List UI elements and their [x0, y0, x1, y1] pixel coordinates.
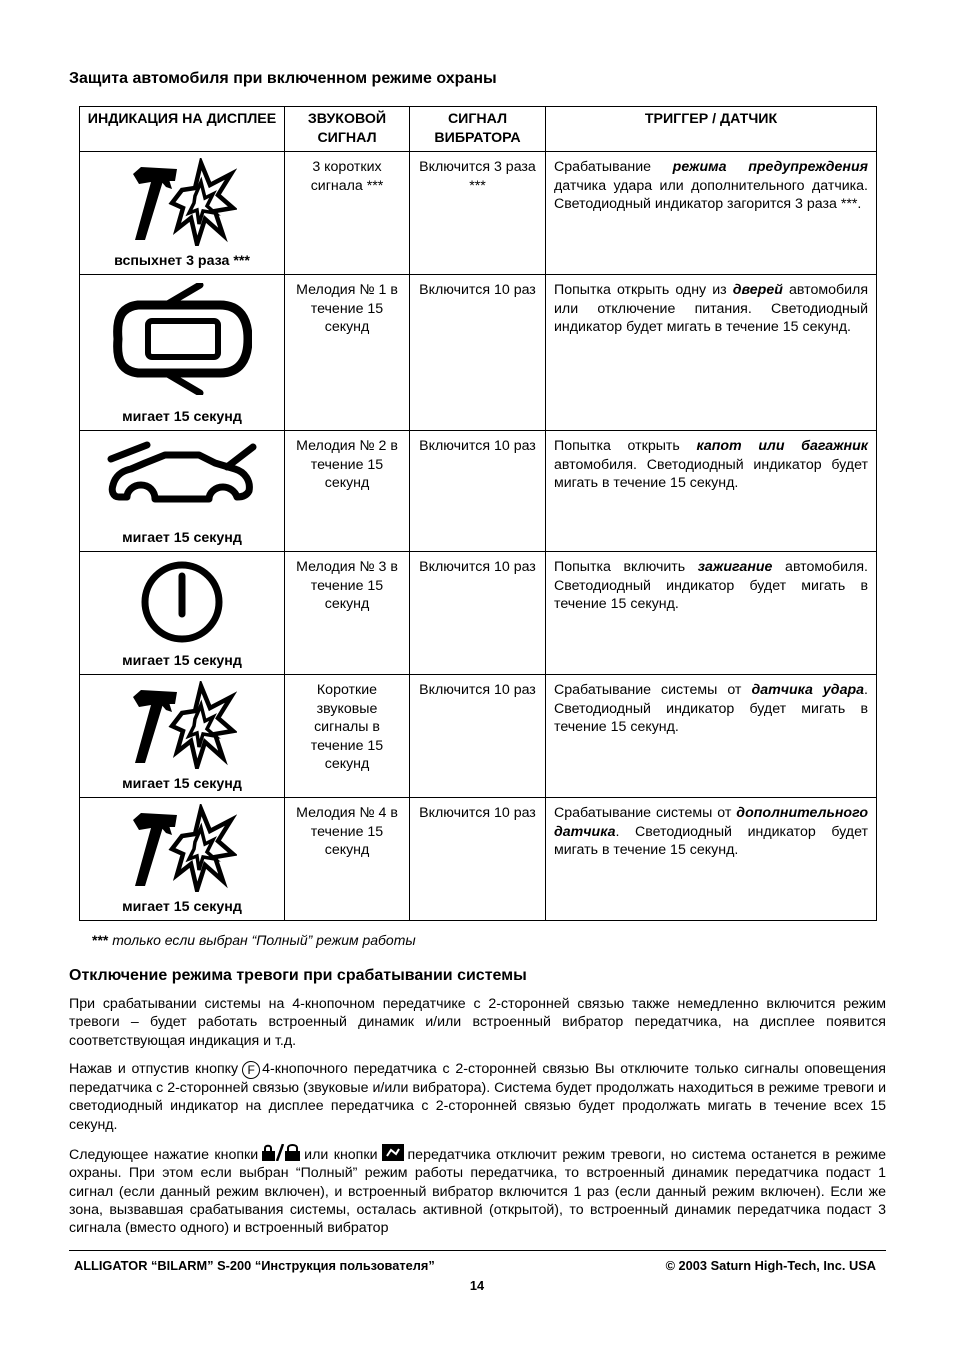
trigger-cell	[546, 675, 877, 798]
shock-sensor-icon	[127, 681, 237, 769]
trigger-text: Срабатывание	[554, 159, 673, 175]
trigger-text: автомобиля. Светодиодный индикатор будет мигать в течение 15 секунд.	[554, 559, 868, 612]
vibro-cell: Включится 3 раза ***	[410, 152, 546, 275]
header-display: ИНДИКАЦИЯ НА ДИСПЛЕЕ	[80, 107, 285, 152]
trigger-cell	[546, 798, 877, 921]
paragraph-alarm-mode: При срабатывании системы на 4-кнопочном передатчике с 2-сторонней связью также немедленно включится режим тревоги – будет работать встроенный динамик и/или встроенный вибратор передатчика, на дисплее появится соответствующая индикация и т.д.	[69, 996, 886, 1049]
paragraph-disarm	[69, 1144, 886, 1237]
table-row	[80, 675, 877, 798]
ignition-icon	[138, 558, 226, 646]
indication-caption: мигает 15 секунд	[122, 899, 242, 915]
trigger-text: Попытка открыть	[554, 438, 697, 454]
shock-sensor-icon	[127, 158, 237, 246]
header-trigger: ТРИГГЕР / ДАТЧИК	[546, 107, 877, 152]
trigger-text: Попытка включить	[554, 559, 698, 575]
indication-caption: мигает 15 секунд	[122, 530, 242, 546]
vibro-cell: Включится 10 раз	[410, 675, 546, 798]
trigger-text: . Светодиодный индикатор будет мигать в течение 15 секунд.	[554, 823, 868, 858]
section-subtitle: Отключение режима тревоги при срабатывании системы	[69, 967, 527, 984]
paragraph-text: Следующее нажатие кнопки	[69, 1147, 259, 1163]
paragraph-text: передатчика отключит режим тревоги, но система останется в режиме охраны. При этом если выбран “Полный” режим работы передатчика, то встроенный динамик передатчика подаст 1 сигнал (если данный режим включен), и встроенный вибратор включится 1 раз (если данный режим включен). Если же зона, вызвавшая срабатывания системы, осталась активной (открытой), то встроенный динамик передатчика подаст 3 сигнала (вместо одного) и встроенный вибратор	[69, 1147, 886, 1237]
trigger-text: . Светодиодный индикатор будет мигать в течение 15 секунд.	[554, 682, 868, 735]
trigger-cell	[546, 431, 877, 552]
footnote-stars: ***	[92, 932, 109, 948]
sound-cell: Мелодия № 1 в течение 15 секунд	[285, 275, 410, 431]
trigger-cell	[546, 552, 877, 675]
sound-cell: 3 коротких сигнала ***	[285, 152, 410, 275]
indication-cell	[80, 675, 285, 798]
sound-cell: Короткие звуковые сигналы в течение 15 секунд	[285, 675, 410, 798]
table-row	[80, 798, 877, 921]
trigger-emphasis: режима предупреждения	[672, 159, 868, 175]
section-title: Защита автомобиля при включенном режиме охраны	[69, 70, 497, 87]
trigger-cell	[546, 275, 877, 431]
indication-cell	[80, 152, 285, 275]
sound-cell: Мелодия № 4 в течение 15 секунд	[285, 798, 410, 921]
footer-right: © 2003 Saturn High-Tech, Inc. USA	[665, 1258, 876, 1273]
trunk-button-icon	[382, 1144, 404, 1161]
car-hood-trunk-icon	[107, 441, 257, 507]
vibro-cell: Включится 10 раз	[410, 552, 546, 675]
indication-caption: мигает 15 секунд	[122, 653, 242, 669]
indication-caption: мигает 15 секунд	[122, 776, 242, 792]
indication-caption: вспыхнет 3 раза ***	[114, 253, 250, 269]
indication-caption: мигает 15 секунд	[122, 409, 242, 425]
table-row	[80, 552, 877, 675]
vibro-cell: Включится 10 раз	[410, 431, 546, 552]
trigger-text: Попытка открыть одну из	[554, 282, 733, 298]
lock-unlock-icon	[262, 1144, 300, 1161]
trigger-emphasis: датчика удара	[751, 682, 865, 698]
footnote	[92, 932, 416, 948]
indication-cell	[80, 431, 285, 552]
vibro-cell: Включится 10 раз	[410, 275, 546, 431]
indication-cell	[80, 798, 285, 921]
table-row	[80, 275, 877, 431]
sound-cell: Мелодия № 2 в течение 15 секунд	[285, 431, 410, 552]
header-sound: ЗВУКОВОЙ СИГНАЛ	[285, 107, 410, 152]
car-doors-icon	[112, 283, 252, 395]
paragraph-text: или кнопки	[304, 1147, 378, 1163]
footer-divider	[69, 1250, 886, 1251]
vibro-cell: Включится 10 раз	[410, 798, 546, 921]
header-vibro: СИГНАЛ ВИБРАТОРА	[410, 107, 546, 152]
paragraph-button-f	[69, 1060, 886, 1134]
table-row	[80, 152, 877, 275]
shock-sensor-icon	[127, 804, 237, 892]
trigger-emphasis: дверей	[732, 282, 783, 298]
trigger-text: автомобиля или отключение питания. Светодиодный индикатор будет мигать в течение 15 секунд.	[554, 282, 868, 335]
trigger-cell	[546, 152, 877, 275]
paragraph-text: Нажав и отпустив кнопку	[69, 1061, 239, 1077]
trigger-text: автомобиля. Светодиодный индикатор будет мигать в течение 15 секунд.	[554, 456, 868, 491]
trigger-emphasis: дополнительного датчика	[554, 805, 868, 840]
f-button-icon: F	[242, 1061, 260, 1079]
table-row	[80, 431, 877, 552]
alarm-indication-table	[79, 106, 877, 921]
trigger-emphasis: зажигание	[697, 559, 773, 575]
trigger-text: Срабатывание системы от	[554, 682, 752, 698]
indication-cell	[80, 275, 285, 431]
trigger-text: датчика удара или дополнительного датчика. Светодиодный индикатор загорится 3 раза ***.	[554, 177, 868, 212]
paragraph-text: 4-кнопочного передатчика с 2-сторонней связью Вы отключите только сигналы оповещения передатчика с 2-сторонней связью (звуковые и/или вибратора). Система будет продолжать находиться в режиме тревоги и светодиодный индикатор на дисплее передатчика с 2-сторонней связью будет продолжать мигать в течение всех 15 секунд.	[69, 1061, 886, 1133]
trigger-emphasis: капот или багажник	[696, 438, 868, 454]
sound-cell: Мелодия № 3 в течение 15 секунд	[285, 552, 410, 675]
indication-cell	[80, 552, 285, 675]
trigger-text: Срабатывание системы от	[554, 805, 737, 821]
table-header-row	[80, 107, 877, 152]
footer-left: ALLIGATOR “BILARM” S-200 “Инструкция пользователя”	[74, 1258, 435, 1273]
footnote-text: только если выбран “Полный” режим работы	[108, 932, 416, 948]
page-number: 14	[469, 1278, 485, 1293]
